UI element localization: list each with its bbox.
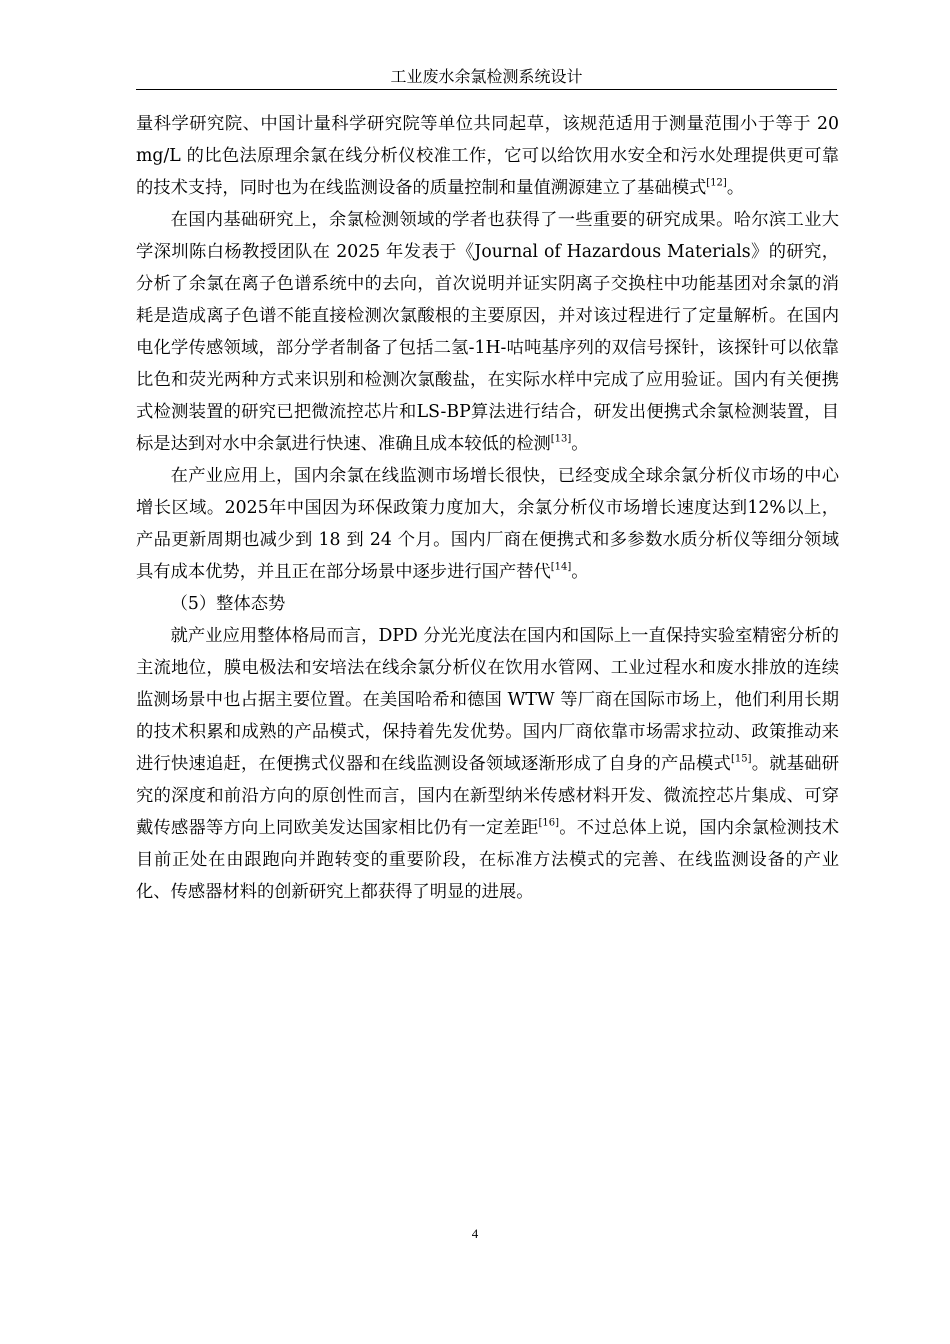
body-text bbox=[136, 108, 839, 908]
page-number: 4 bbox=[471, 1226, 479, 1241]
header-divider bbox=[136, 89, 837, 90]
paragraph bbox=[136, 460, 839, 588]
paragraph bbox=[136, 204, 839, 460]
citation-ref: [13] bbox=[550, 433, 572, 445]
text-run: 量科学研究院、中国计量科学研究院等单位共同起草，该规范适用于测量范围小于等于 20 mg/L 的比色法原理余氯在线分析仪校准工作，它可以给饮用水安全和污水处理提供更可靠的技术支持，同时也为在线监测设备的质量控制和量值溯源建立了基础模式 bbox=[136, 114, 839, 198]
citation-ref: [14] bbox=[550, 561, 572, 573]
text-run: 。就基础研究的深度和前沿方向的原创性而言，国内在新型纳米传感材料开发、微流控芯片集成、可穿戴传感器等方向上同欧美发达国家相比仍有一定差距 bbox=[136, 754, 839, 838]
paragraph bbox=[136, 588, 839, 620]
citation-ref: [15] bbox=[730, 753, 752, 765]
text-run: （5）整体态势 bbox=[170, 594, 286, 614]
citation-ref: [16] bbox=[538, 817, 559, 829]
text-run: 。 bbox=[571, 562, 589, 582]
text-run: 。不过总体上说，国内余氯检测技术目前正处在由跟跑向并跑转变的重要阶段，在标准方法模式的完善、在线监测设备的产业化、传感器材料的创新研究上都获得了明显的进展。 bbox=[136, 818, 839, 902]
text-run: 就产业应用整体格局而言，DPD 分光光度法在国内和国际上一直保持实验室精密分析的主流地位，膜电极法和安培法在线余氯分析仪在饮用水管网、工业过程水和废水排放的连续监测场景中也占据主要位置。在美国哈希和德国 WTW 等厂商在国际市场上，他们利用长期的技术积累和成熟的产品模式，保持着先发优势。国内厂商依靠市场需求拉动、政策推动来进行快速追赶，在便携式仪器和在线监测设备领域逐渐形成了自身的产品模式 bbox=[136, 626, 839, 774]
text-run: 在产业应用上，国内余氯在线监测市场增长很快，已经变成全球余氯分析仪市场的中心增长区域。2025年中国因为环保政策力度加大，余氯分析仪市场增长速度达到12%以上，产品更新周期也减少到 18 到 24 个月。国内厂商在便携式和多参数水质分析仪等细分领域具有成本优势，并且正在部分场景中逐步进行国产替代 bbox=[136, 466, 839, 582]
paragraph bbox=[136, 620, 839, 908]
text-run: 。 bbox=[726, 178, 745, 198]
text-run: 。 bbox=[571, 434, 589, 454]
citation-ref: [12] bbox=[706, 177, 727, 189]
running-header: 工业废水余氯检测系统设计 bbox=[390, 67, 583, 86]
text-run: 在国内基础研究上，余氯检测领域的学者也获得了一些重要的研究成果。哈尔滨工业大学深圳陈白杨教授团队在 2025 年发表于《Journal of Hazardous Materials》的研究，分析了余氯在离子色谱系统中的去向，首次说明并证实阴离子交换柱中功能基团对余氯的消耗是造成离子色谱不能直接检测次氯酸根的主要原因，并对该过程进行了定量解析。在国内电化学传感领域，部分学者制备了包括二氢-1H-咕吨基序列的双信号探针，该探针可以依靠比色和荧光两种方式来识别和检测次氯酸盐，在实际水样中完成了应用验证。国内有关便携式检测装置的研究已把微流控芯片和LS-BP算法进行结合，研发出便携式余氯检测装置，目标是达到对水中余氯进行快速、准确且成本较低的检测 bbox=[136, 210, 839, 454]
paragraph bbox=[136, 108, 839, 204]
